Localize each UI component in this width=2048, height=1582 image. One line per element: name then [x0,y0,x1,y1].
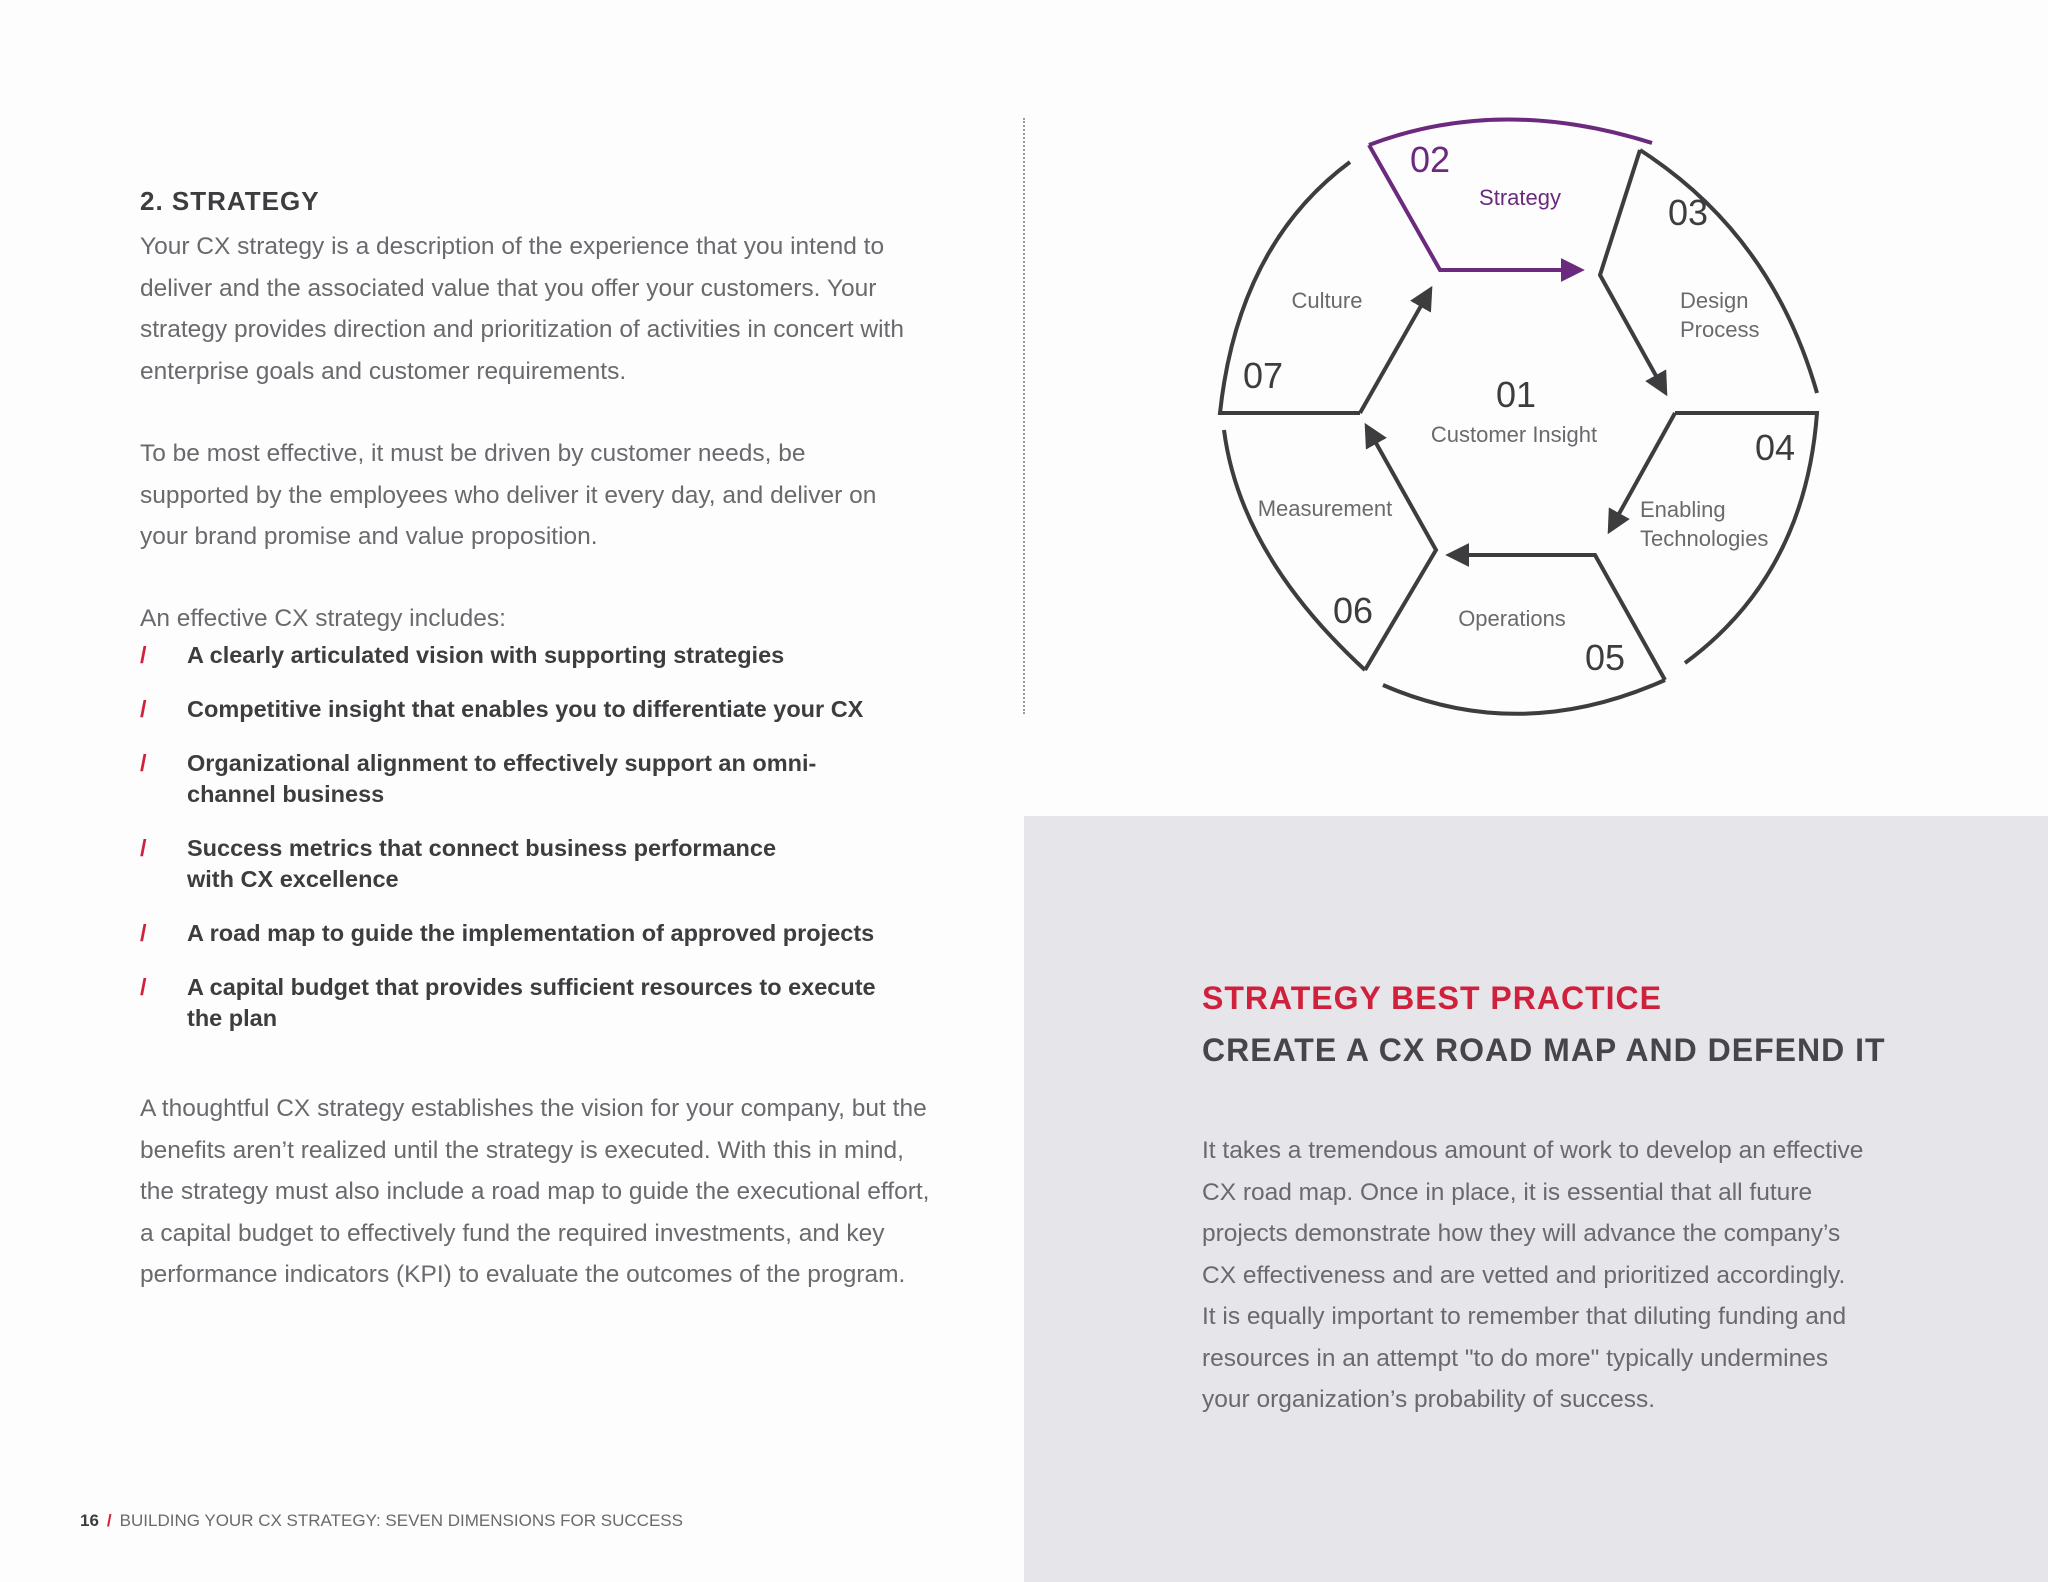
bullet-marker: / [140,696,147,722]
segment-05-label: Operations [1458,606,1566,631]
bullet-marker: / [140,750,147,776]
bullet-marker: / [140,920,147,946]
best-practice-kicker: STRATEGY BEST PRACTICE [1202,980,1662,1016]
list-item: / A capital budget that provides sufficient resources to execute the plan [140,974,876,1031]
body-line: resources in an attempt "to do more" typically undermines [1202,1344,1829,1372]
execution-paragraph: A thoughtful CX strategy establishes the vision for your company, but the benefits aren’t realized until the strategy is executed. With this in mind, the strategy must also include a road map to guide the executional effort, a capital budget to effectively fund the required investments, and key performance indicators (KPI) to evaluate the outcomes of the program. [140,1095,930,1288]
effectiveness-paragraph: To be most effective, it must be driven by customer needs, be supported by the employees who deliver it every day, and deliver on your brand promise and value proposition. [140,440,877,550]
segment-07-number: 07 [1242,355,1284,396]
segment-04-number: 04 [1754,427,1796,468]
center-number: 01 [1495,374,1537,415]
strategy-intro-paragraph: Your CX strategy is a description of the experience that you intend to deliver and the associated value that you offer your customers. Your strategy provides direction and prioritization of activities in concert with enterprise goals and customer requirements. [140,233,904,385]
section-title: 2. STRATEGY [140,186,320,216]
footer-title: BUILDING YOUR CX STRATEGY: SEVEN DIMENSIONS FOR SUCCESS [119,1511,683,1530]
segment-05-outline [1383,680,1665,714]
segment-03-number: 03 [1667,192,1709,233]
segment-04-label-line1: Enabling [1640,497,1726,522]
segment-07-label: Culture [1291,288,1363,313]
segment-06-outline [1224,430,1365,670]
column-divider [1023,118,1025,714]
segment-02-number: 02 [1410,139,1451,180]
list-item: / A clearly articulated vision with supporting strategies [140,640,900,671]
segment-06-number: 06 [1332,590,1374,631]
page-number: 16 [80,1511,99,1530]
body-line: CX effectiveness and are vetted and prioritized accordingly. [1202,1261,1846,1289]
list-item: / Organizational alignment to effectively support an omni-channel business [140,750,817,807]
best-practice-body [1202,1130,1982,1421]
segment-05-number: 05 [1584,637,1626,678]
body-line: projects demonstrate how they will advance the company’s [1202,1220,1841,1247]
list-item: / A road map to guide the implementation of approved projects [140,918,900,949]
footer-separator: / [106,1511,112,1530]
body-line: CX road map. Once in place, it is essential that all future [1202,1178,1813,1206]
center-label: Customer Insight [1430,422,1598,447]
segment-03-outline [1640,150,1817,393]
bullet-marker: / [140,835,147,861]
segment-03-label-line1: Design [1680,288,1749,313]
body-line: your organization’s probability of success. [1202,1386,1656,1413]
segment-07-inner [1360,290,1430,413]
body-line: It is equally important to remember that diluting funding and [1202,1303,1847,1330]
bullet-marker: / [140,642,147,668]
segment-06-label: Measurement [1257,496,1393,521]
segment-03-label-line2: Process [1680,317,1760,342]
segment-04-label-line2: Technologies [1640,526,1769,551]
strategy-checklist [140,640,900,1057]
segment-03-inner [1600,150,1665,392]
page-footer [80,1511,683,1531]
list-item: / Success metrics that connect business performance with CX excellence [140,835,777,892]
segment-06-inner [1365,427,1436,670]
cx-dimensions-diagram [1200,105,1840,730]
segment-02-label: Strategy [1479,185,1561,210]
body-line: It takes a tremendous amount of work to develop an effective [1202,1137,1864,1164]
list-item: / Competitive insight that enables you to differentiate your CX [140,694,900,725]
list-intro: An effective CX strategy includes: [140,605,506,632]
bullet-marker: / [140,974,147,1000]
best-practice-title: CREATE A CX ROAD MAP AND DEFEND IT [1202,1032,1886,1068]
